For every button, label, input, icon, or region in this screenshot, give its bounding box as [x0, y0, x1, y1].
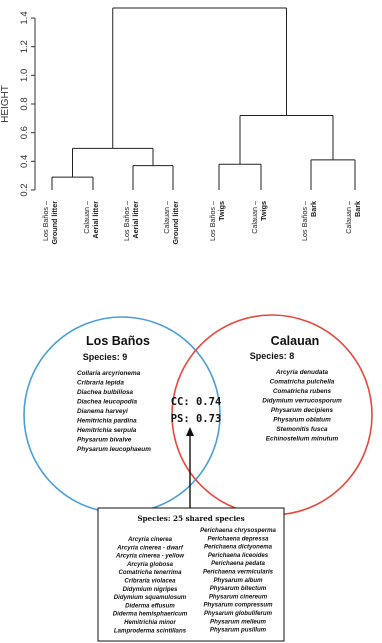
shared-species-item: Arcyria globosa [126, 560, 174, 568]
shared-species-item: Perichaena liceoides [207, 551, 269, 559]
leaf-label-site: Los Baños – [208, 201, 217, 241]
y-tick-label: 0.4 [19, 154, 30, 168]
y-tick-label: 1.2 [19, 40, 30, 54]
shared-species-item: Didymium nigripes [122, 585, 178, 593]
dendrogram [0, 8, 362, 245]
leaf-label-site: Los Baños – [300, 201, 309, 241]
shared-species-item: Perichaena dictyonema [203, 543, 273, 551]
shared-species-item: Perichaena chrysosperma [200, 527, 276, 534]
los-banos-species-item: Hemitrichia serpula [77, 427, 137, 434]
leaf-label-substrate: Twigs [259, 201, 268, 221]
leaf-label-substrate: Twigs [217, 201, 226, 221]
y-axis-label: HEIGHT [0, 85, 11, 123]
leaf-label-site: Calauan – [250, 201, 259, 234]
calauan-species-count: Species: 8 [249, 351, 295, 361]
los-banos-species-item: Diachea bulbillosa [77, 389, 134, 396]
shared-species-item: Physarum bitectum [209, 585, 267, 593]
leaf-label-site: Los Baños – [122, 201, 131, 241]
los-banos-species-item: Physarum bivalve [77, 436, 132, 444]
los-banos-species-item: Dianema harveyi [77, 408, 128, 415]
dendrogram-branches [52, 8, 355, 190]
los-banos-title: Los Baños [86, 334, 150, 348]
venn-diagram [24, 315, 372, 515]
calauan-species-item: Arcyria denudata [275, 369, 329, 376]
y-tick-label: 0.8 [19, 97, 30, 111]
y-tick-label: 1.0 [19, 68, 30, 82]
los-banos-species-item: Diachea leucopodia [77, 398, 138, 406]
leaf-label-site: Los Baños – [41, 201, 50, 241]
los-banos-species-count: Species: 9 [82, 352, 128, 362]
leaf-label-substrate: Bark [353, 201, 362, 217]
calauan-species-item: Comatricha pulchella [269, 378, 335, 386]
los-banos-species-item: Hemitrichia pardina [77, 417, 137, 425]
calauan-species-item: Echinostelium minutum [265, 435, 339, 443]
shared-species-item: Arcyria cinerea - yellow [115, 552, 185, 560]
leaf-label-site: Calauan – [82, 201, 91, 234]
shared-species-item: Physarum compressum [203, 601, 273, 609]
leaf-label-substrate: Bark [309, 201, 318, 217]
y-tick-label: 0.6 [19, 126, 30, 140]
shared-species-item: Arcyria cinerea - dwarf [117, 544, 183, 552]
shared-species-item: Didymium squamulosum [113, 594, 187, 602]
leaf-label-substrate: Ground litter [171, 201, 180, 245]
leaf-label-site: Calauan – [344, 201, 353, 234]
y-ticks [19, 11, 35, 196]
los-banos-species-item: Collaria arcyrionema [77, 370, 141, 377]
shared-species-item: Perichaena vermicularis [202, 568, 274, 576]
shared-species-item: Hemitrichia minor [124, 619, 176, 626]
shared-species-item: Physarum album [213, 576, 263, 584]
calauan-species-item: Didymium verrucosporum [262, 397, 342, 405]
los-banos-species-item: Physarum leucophaeum [77, 446, 151, 453]
calauan-species-item: Stemonitis fusca [276, 426, 328, 433]
calauan-species-list [262, 369, 342, 443]
leaf-label-substrate: Aerial litter [131, 201, 140, 239]
shared-species-item: Physarum melleum [210, 618, 266, 626]
shared-species-box [98, 508, 284, 641]
los-banos-species-item: Cribraria lepida [77, 379, 124, 387]
shared-species-item: Perichaena depressa [207, 535, 269, 543]
calauan-title: Calauan [270, 334, 320, 348]
shared-species-item: Lamproderma scintillans [113, 627, 187, 635]
shared-species-item: Perichaena pedata [211, 560, 265, 568]
shared-species-item: Cribraria violacea [124, 577, 176, 585]
los-banos-species-list [77, 370, 151, 453]
shared-species-item: Diderma hemisphaericum [112, 610, 188, 618]
y-tick-label: 1.4 [19, 11, 30, 25]
shared-species-item: Comatricha tenerrima [118, 569, 182, 577]
shared-species-item: Physarum cinereum [208, 593, 268, 601]
shared-species-item: Arcyria cinerea [127, 536, 173, 543]
leaf-label-site: Calauan – [162, 201, 171, 234]
leaf-label-substrate: Aerial litter [91, 201, 100, 239]
shared-box-title: Species: 25 shared species [137, 514, 245, 523]
shared-species-item: Diderma effusum [125, 602, 175, 610]
arrow-head [186, 427, 194, 436]
cc-value: CC: 0.74 [170, 396, 222, 408]
leaf-label-substrate: Ground litter [50, 201, 59, 245]
ps-value: PS: 0.73 [170, 413, 222, 425]
shared-species-item: Physarum globuliferum [203, 610, 273, 617]
calauan-species-item: Comatricha rubens [272, 388, 332, 395]
calauan-species-item: Physarum decipiens [270, 407, 334, 414]
shared-species-item: Physarum pusillum [209, 626, 267, 634]
dendrogram-leaf-labels [41, 201, 362, 245]
y-tick-label: 0.2 [19, 183, 30, 197]
calauan-species-item: Physarum oblatum [273, 416, 331, 424]
